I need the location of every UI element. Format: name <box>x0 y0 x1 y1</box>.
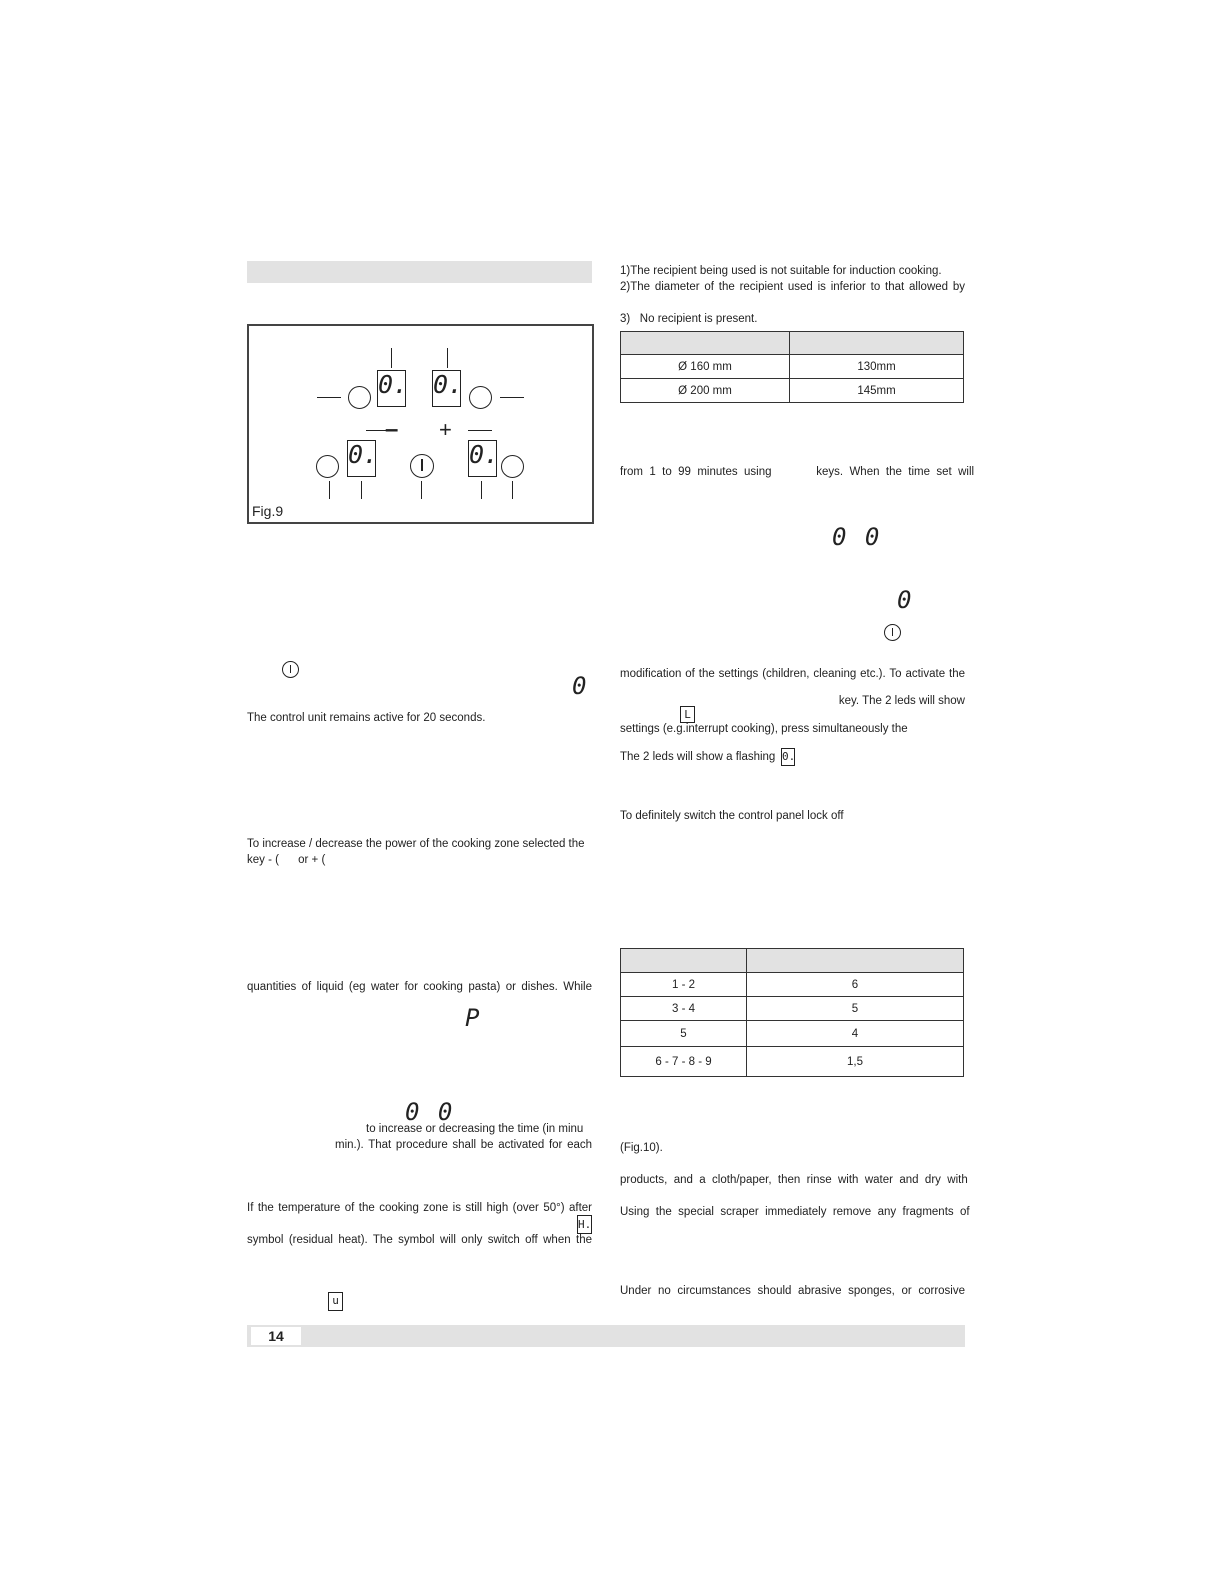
footer-bar <box>247 1325 965 1347</box>
timer-digits-symbol: 0 0 <box>405 1098 455 1126</box>
page-number: 14 <box>268 1328 284 1344</box>
table-cell: 1,5 <box>747 1047 964 1077</box>
power-icon <box>410 454 434 478</box>
settings-text: settings (e.g.interrupt cooking), press simultaneously the <box>620 723 908 735</box>
display-bottom-left: 0. <box>347 440 376 477</box>
recipient-reason-3: 3) No recipient is present. <box>620 313 758 325</box>
figure-label: Fig.9 <box>252 503 284 519</box>
digits-00-symbol: 0 0 <box>832 523 882 551</box>
leader-line <box>481 481 482 499</box>
table-header-cell <box>747 949 964 973</box>
scraper-text: Using the special scraper immediately remove any fragments of <box>620 1206 970 1218</box>
zone-select-ring-icon <box>469 386 492 409</box>
digit-0-symbol: 0 <box>897 586 912 614</box>
power-level-table <box>620 948 964 1077</box>
display-top-right: 0. <box>432 370 461 407</box>
plus-icon: + <box>439 417 452 442</box>
zero-digit-symbol: 0 <box>572 672 587 700</box>
table-header-cell <box>621 949 747 973</box>
timer-text-line2: min.). That procedure shall be activated for each <box>335 1139 592 1151</box>
leader-line <box>361 481 362 499</box>
table-header-row <box>621 949 964 973</box>
u-symbol: u <box>328 1292 343 1311</box>
increase-text-line1: To increase / decrease the power of the cooking zone selected the <box>247 838 585 850</box>
residual-heat-symbol: H. <box>577 1215 592 1234</box>
table-cell: 130mm <box>790 355 964 379</box>
p-symbol: P <box>465 1004 480 1032</box>
leader-line <box>317 397 341 398</box>
leader-line <box>512 481 513 499</box>
leader-line <box>421 481 422 499</box>
table-cell: 6 - 7 - 8 - 9 <box>621 1047 747 1077</box>
power-icon-bar <box>892 628 893 636</box>
key-leds-text: key. The 2 leds will show <box>838 695 965 707</box>
lock-l-symbol: L <box>680 706 695 723</box>
recipient-reason-2: 2)The diameter of the recipient used is inferior to that allowed by <box>620 281 965 293</box>
table-cell: Ø 200 mm <box>621 379 790 403</box>
table-row <box>621 1047 964 1077</box>
diameter-table <box>620 331 964 403</box>
residual-text-line2: symbol (residual heat). The symbol will only switch off when the <box>247 1234 592 1246</box>
control-active-text: The control unit remains active for 20 seconds. <box>247 712 486 724</box>
power-icon-bar <box>421 459 423 471</box>
control-panel-figure <box>247 324 594 524</box>
abrasive-text: Under no circumstances should abrasive sponges, or corrosive <box>620 1285 965 1297</box>
flashing-symbol: 0. <box>781 748 795 766</box>
section-header-bar <box>247 261 592 283</box>
zone-select-ring-icon <box>316 455 339 478</box>
power-icon <box>282 661 299 678</box>
fig10-ref: (Fig.10). <box>620 1142 663 1154</box>
residual-text-line1: If the temperature of the cooking zone is still high (over 50°) after <box>247 1202 592 1214</box>
power-icon-bar <box>290 665 291 673</box>
leader-line <box>468 430 492 431</box>
table-cell: 145mm <box>790 379 964 403</box>
table-cell: 4 <box>747 1021 964 1047</box>
leader-line <box>391 348 392 368</box>
quantities-text: quantities of liquid (eg water for cooking pasta) or dishes. While <box>247 981 592 993</box>
modification-text: modification of the settings (children, cleaning etc.). To activate the <box>620 668 965 680</box>
timer-text-line1: to increase or decreasing the time (in minu <box>366 1123 584 1135</box>
table-cell: Ø 160 mm <box>621 355 790 379</box>
flashing-text: The 2 leds will show a flashing <box>620 751 776 763</box>
table-header-cell <box>790 332 964 355</box>
products-text: products, and a cloth/paper, then rinse with water and dry with <box>620 1174 968 1186</box>
table-cell: 3 - 4 <box>621 997 747 1021</box>
zone-select-ring-icon <box>348 386 371 409</box>
minus-icon: – <box>385 416 399 443</box>
increase-text-line2: key - ( or + ( <box>247 854 326 866</box>
table-row <box>621 355 964 379</box>
power-icon <box>884 624 901 641</box>
table-cell: 5 <box>747 997 964 1021</box>
table-row <box>621 997 964 1021</box>
lock-off-text: To definitely switch the control panel lock off <box>620 810 844 822</box>
table-header-cell <box>621 332 790 355</box>
table-cell: 1 - 2 <box>621 973 747 997</box>
table-row <box>621 379 964 403</box>
display-top-left: 0. <box>377 370 406 407</box>
leader-line <box>500 397 524 398</box>
table-cell: 5 <box>621 1021 747 1047</box>
table-header-row <box>621 332 964 355</box>
display-bottom-right: 0. <box>468 440 497 477</box>
table-row <box>621 973 964 997</box>
table-cell: 6 <box>747 973 964 997</box>
table-row <box>621 1021 964 1047</box>
leader-line <box>329 481 330 499</box>
recipient-reason-1: 1)The recipient being used is not suitable for induction cooking. <box>620 265 942 277</box>
leader-line <box>447 348 448 368</box>
zone-select-ring-icon <box>501 455 524 478</box>
timer-range-text: from 1 to 99 minutes using keys. When the time set will <box>620 466 975 478</box>
